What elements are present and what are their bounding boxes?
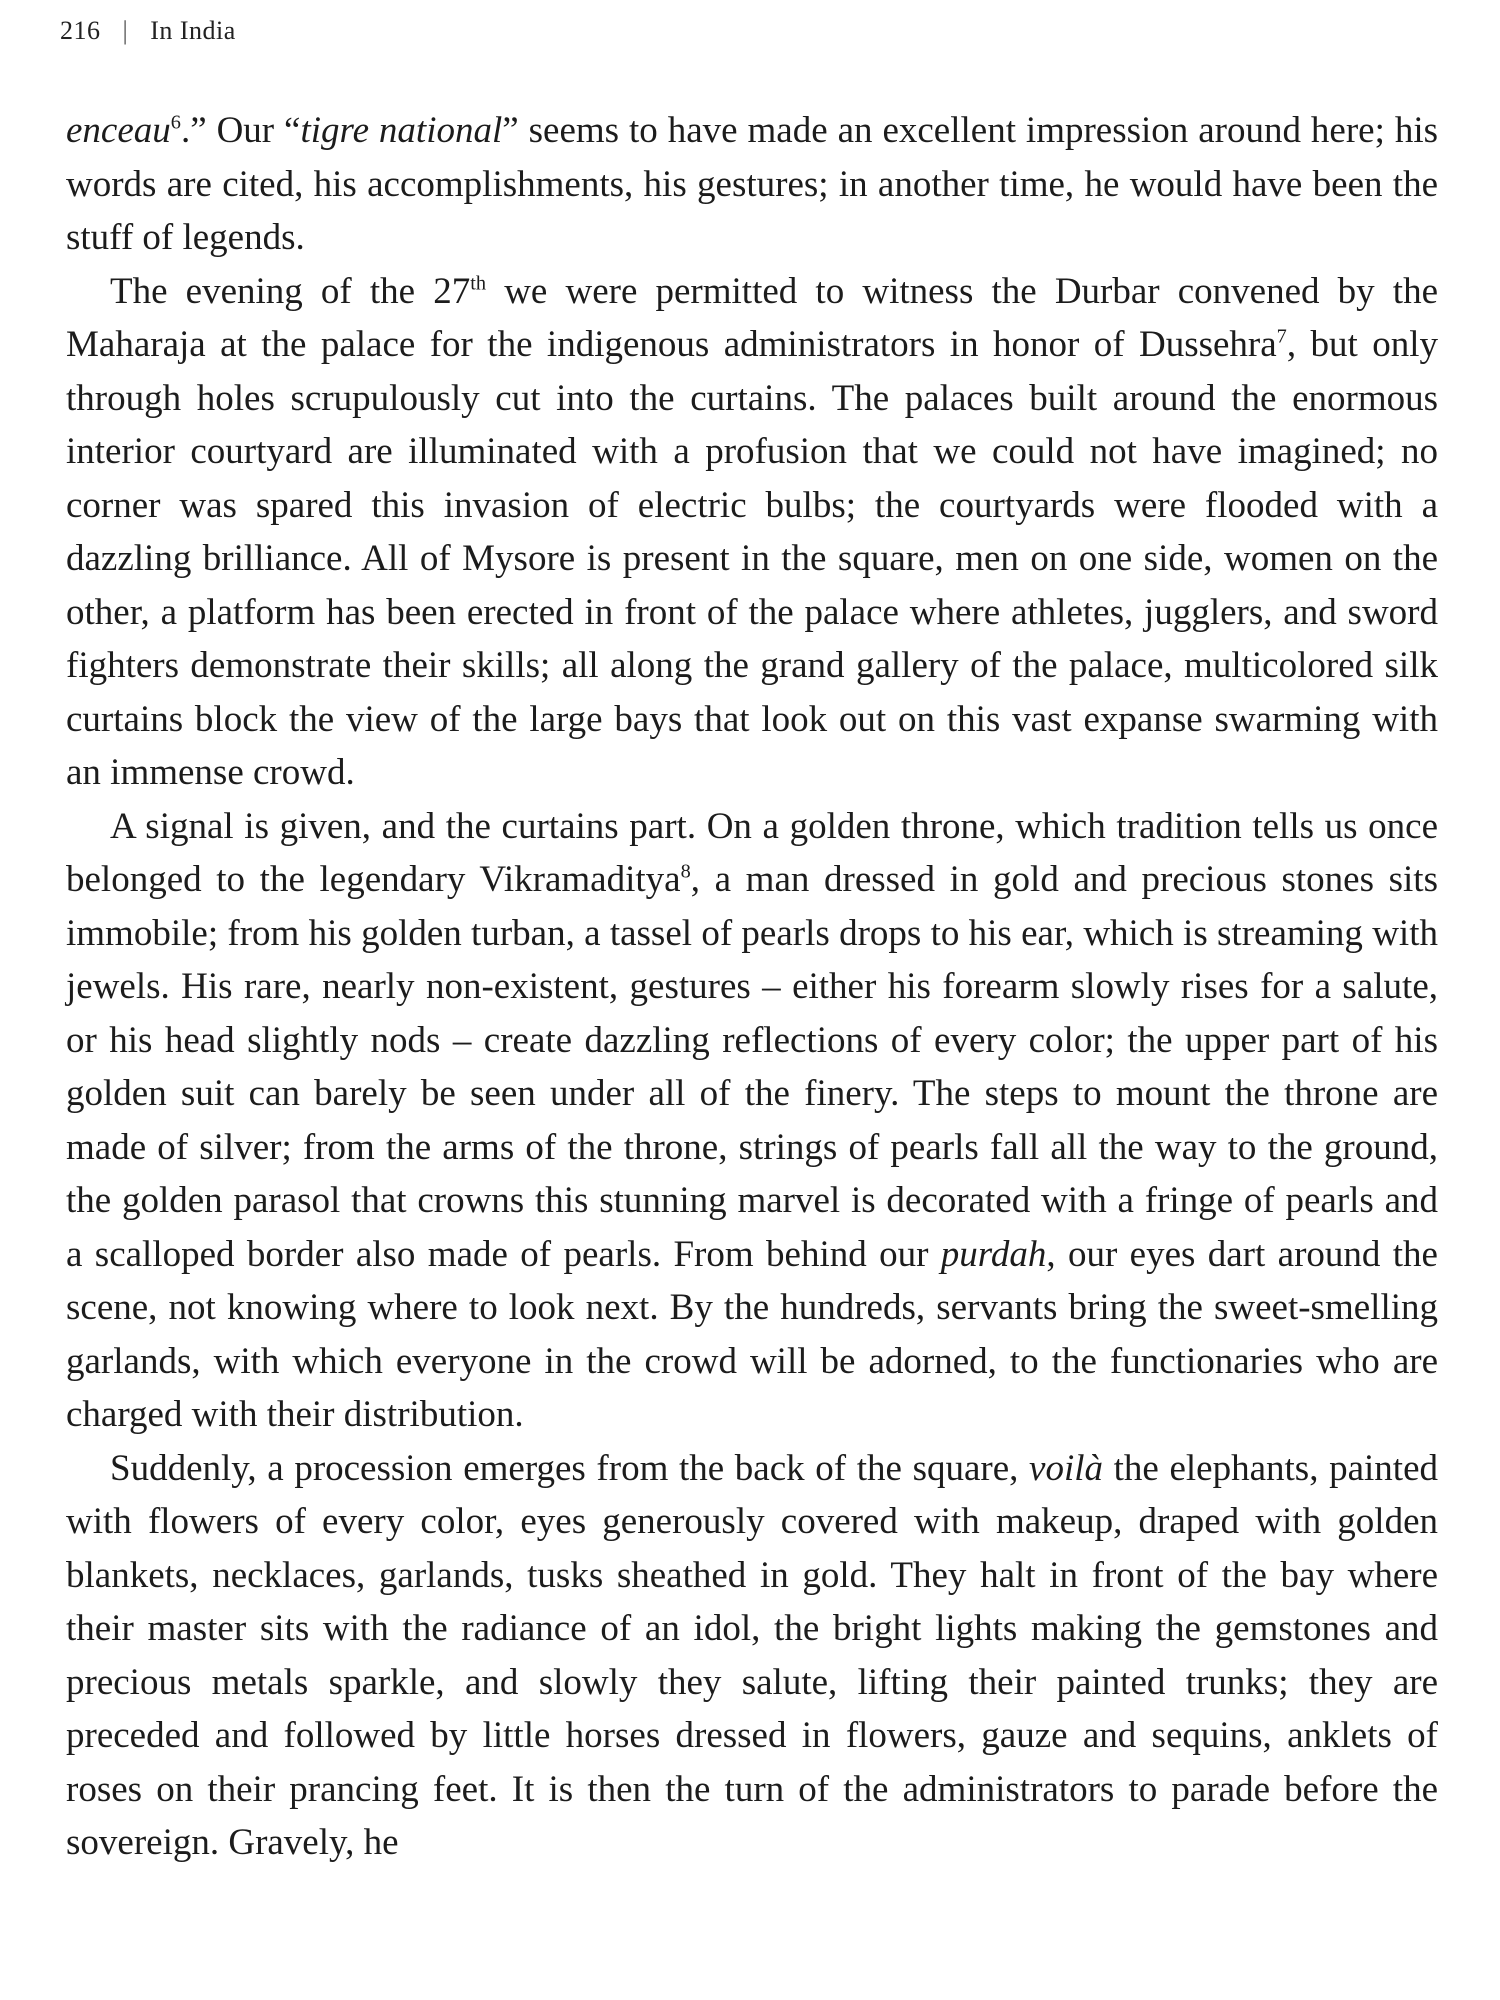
text-run: , but only through holes scrupulously cut into the curtains. The palaces built around the enormous interior courtyard are illuminated with a profusion that we could not have imagined; no corner was spared this invasion of electric bulbs; the courtyards were flooded with a dazzling brilliance. All of Mysore is present in the square, men on one side, women on the other, a platform has been erected in front of the palace where athletes, jugglers, and sword fighters demonstrate their skills; all along the grand gallery of the palace, multicolored silk curtains block the view of the large bays that look out on this vast expanse swarming with an immense crowd. [66,324,1438,793]
paragraph-2 [66,265,1438,800]
italic-text: enceau [66,110,171,151]
italic-text: tigre national [300,110,503,151]
italic-text: purdah [940,1233,1047,1275]
paragraph-1 [66,104,1438,265]
body-text [66,104,1438,1870]
page-number: 216 [60,16,101,45]
text-run: A signal is given, and the curtains part. On a golden throne, which tradition tells us once belonged to the legendary Vikramaditya [66,805,1438,900]
paragraph-3 [66,800,1438,1442]
text-run: the elephants, painted with flowers of every color, eyes generously covered with makeup, draped with golden blankets, necklaces, garlands, tusks sheathed in gold. They halt in front of the bay where their master sits with the radiance of an idol, the bright lights making the gemstones and precious metals sparkle, and slowly they salute, lifting their painted trunks; they are preceded and followed by little horses dressed in flowers, gauze and sequins, anklets of roses on their prancing feet. It is then the turn of the administrators to parade before the sovereign. Gravely, he [66,1447,1438,1863]
text-run: we were permitted to witness the Durbar convened by the Maharaja at the palace for the indigenous administrators in honor of Dussehra [66,270,1438,365]
footnote-marker: 8 [680,860,691,883]
running-head [60,16,236,46]
footnote-marker: 6 [170,111,181,134]
text-run: .” Our “ [180,110,301,151]
footnote-marker: 7 [1276,325,1287,348]
text-run: Suddenly, a procession emerges from the back of the square, [110,1447,1030,1489]
header-separator: | [122,16,129,45]
text-run: The evening of the 27 [110,270,471,312]
text-run: , our eyes dart around the scene, not knowing where to look next. By the hundreds, servants bring the sweet-smelling garlands, with which everyone in the crowd will be adorned, to the functionaries who are charged with their distribution. [66,1233,1438,1435]
running-title: In India [150,16,236,45]
text-run: , a man dressed in gold and precious stones sits immobile; from his golden turban, a tassel of pearls drops to his ear, which is streaming with jewels. His rare, nearly non-existent, gestures – either his forearm slowly rises for a salute, or his head slightly nods – create dazzling reflections of every color; the upper part of his golden suit can barely be seen under all of the finery. The steps to mount the throne are made of silver; from the arms of the throne, strings of pearls fall all the way to the ground, the golden parasol that crowns this stunning marvel is decorated with a fringe of pearls and a scalloped border also made of pearls. From behind our [66,859,1438,1275]
italic-text: voilà [1029,1447,1104,1489]
text-run: ” seems to have made an excellent impression around here; his words are cited, his accomplishments, his gestures; in another time, he would have been the stuff of legends. [66,110,1438,258]
footnote-marker: th [470,272,487,295]
paragraph-4 [66,1442,1438,1870]
